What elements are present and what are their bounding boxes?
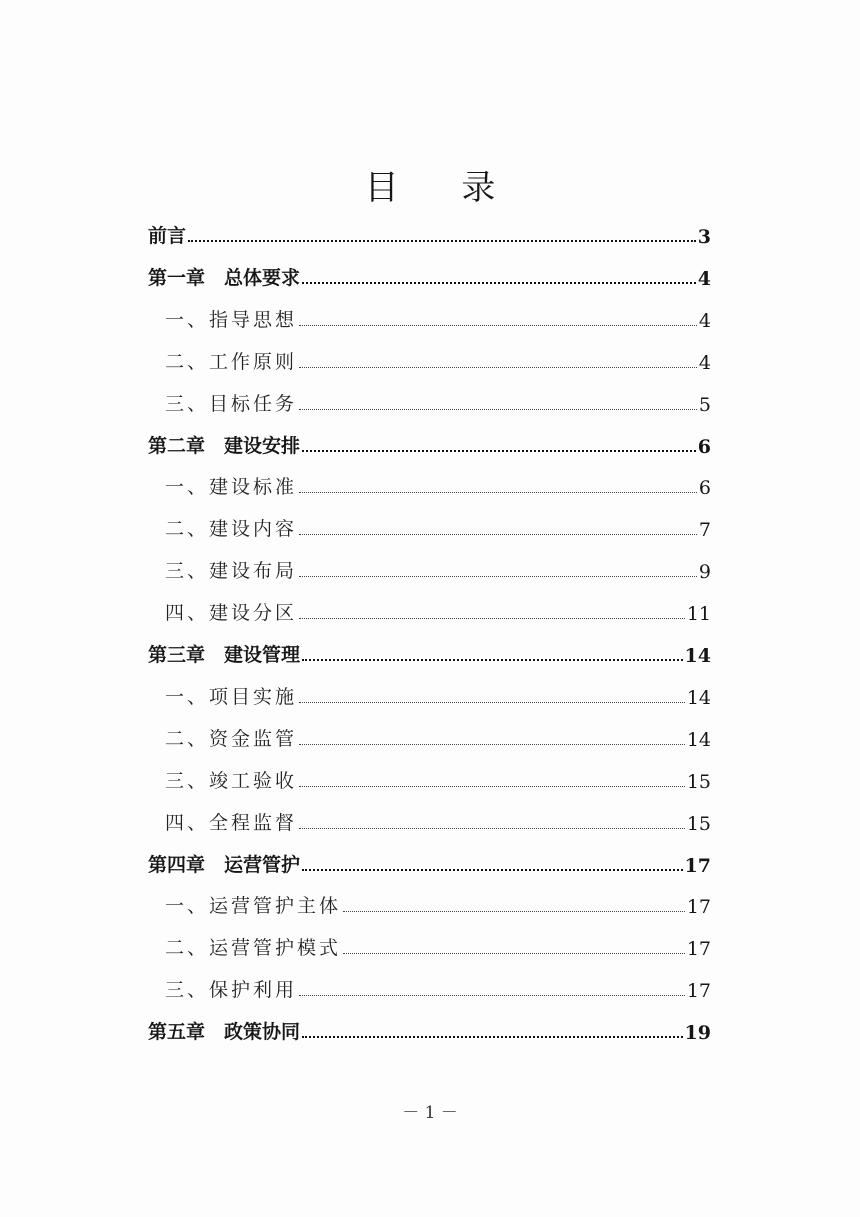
toc-page-number: 14	[684, 645, 711, 667]
toc-leader-dots	[188, 240, 696, 242]
toc-leader-dots	[302, 659, 683, 661]
toc-page-number: 5	[698, 393, 711, 416]
toc-entry-label: 第四章 运营管护	[148, 853, 301, 876]
toc-entry-label: 二、建设内容	[165, 518, 298, 541]
toc-entry-label: 二、资金监管	[165, 727, 298, 750]
toc-leader-dots	[299, 702, 685, 703]
toc-chapter-entry[interactable]	[148, 428, 711, 458]
toc-entry-label: 四、建设分区	[165, 602, 298, 625]
toc-entry-label: 一、运营管护主体	[165, 895, 342, 918]
toc-page-number: 3	[697, 226, 711, 248]
toc-entry-label: 前言	[148, 225, 187, 247]
toc-entry-label: 三、建设布局	[165, 560, 298, 583]
toc-page-number: 19	[684, 1022, 711, 1045]
toc-chapter-entry[interactable]	[148, 847, 711, 877]
toc-entry-label: 二、运营管护模式	[165, 937, 342, 960]
page-number-footer: － 1 －	[402, 1103, 458, 1123]
toc-entry-label: 第一章 总体要求	[148, 266, 301, 289]
toc-entry-label: 三、竣工验收	[165, 769, 298, 792]
page-title: 目 录	[364, 168, 522, 208]
toc-leader-dots	[299, 534, 697, 535]
toc-section-entry[interactable]	[165, 763, 711, 793]
toc-section-entry[interactable]	[165, 386, 711, 416]
toc-page-number: 4	[698, 351, 711, 374]
toc-leader-dots	[299, 492, 697, 493]
toc-page-number: 7	[698, 519, 711, 542]
toc-chapter-entry[interactable]	[148, 637, 711, 667]
toc-entry-label: 第二章 建设安排	[148, 434, 301, 457]
toc-leader-dots	[299, 409, 697, 410]
toc-leader-dots	[299, 325, 697, 326]
toc-section-entry[interactable]	[165, 511, 711, 541]
toc-entry-label: 第五章 政策协同	[148, 1021, 301, 1044]
toc-section-entry[interactable]	[165, 930, 711, 960]
toc-leader-dots	[299, 995, 685, 996]
toc-page-number: 15	[686, 770, 711, 793]
toc-section-entry[interactable]	[165, 553, 711, 583]
toc-entry-label: 四、全程监督	[165, 811, 298, 834]
toc-section-entry[interactable]	[165, 595, 711, 625]
toc-page-number: 6	[698, 477, 711, 500]
toc-chapter-entry[interactable]	[148, 1014, 711, 1044]
toc-page-number: 17	[686, 980, 711, 1003]
toc-page-number: 17	[684, 854, 711, 877]
toc-chapter-entry[interactable]	[148, 218, 711, 248]
toc-page-number: 17	[686, 896, 711, 919]
toc-entry-label: 二、工作原则	[165, 350, 298, 373]
toc-page-number: 9	[698, 561, 711, 584]
toc-section-entry[interactable]	[165, 344, 711, 374]
toc-leader-dots	[299, 744, 685, 745]
toc-leader-dots	[299, 786, 685, 787]
toc-leader-dots	[299, 618, 685, 619]
toc-page-number: 4	[698, 309, 711, 332]
toc-leader-dots	[302, 1036, 683, 1038]
toc-section-entry[interactable]	[165, 302, 711, 332]
toc-entry-label: 一、项目实施	[165, 685, 298, 708]
toc-section-entry[interactable]	[165, 679, 711, 709]
toc-leader-dots	[302, 869, 683, 871]
toc-page-number: 14	[686, 728, 711, 751]
toc-section-entry[interactable]	[165, 469, 711, 499]
toc-leader-dots	[299, 367, 697, 368]
toc-entry-label: 一、建设标准	[165, 476, 298, 499]
toc-leader-dots	[343, 953, 685, 954]
toc-entry-label: 第三章 建设管理	[148, 644, 301, 666]
toc-page-number: 17	[686, 938, 711, 961]
toc-entry-label: 三、目标任务	[165, 392, 298, 415]
toc-page-number: 6	[697, 435, 711, 458]
toc-section-entry[interactable]	[165, 888, 711, 918]
toc-leader-dots	[343, 911, 685, 912]
toc-section-entry[interactable]	[165, 721, 711, 751]
toc-leader-dots	[302, 450, 696, 452]
toc-leader-dots	[302, 282, 696, 284]
toc-page-number: 4	[697, 267, 711, 290]
toc-entry-label: 一、指导思想	[165, 308, 298, 331]
toc-leader-dots	[299, 828, 685, 829]
toc-chapter-entry[interactable]	[148, 260, 711, 290]
toc-section-entry[interactable]	[165, 972, 711, 1002]
toc-page-number: 14	[686, 686, 711, 709]
toc-entry-label: 三、保护利用	[165, 979, 298, 1002]
toc-section-entry[interactable]	[165, 805, 711, 835]
toc-page-number: 15	[686, 812, 711, 835]
toc-leader-dots	[299, 576, 697, 577]
toc-page-number: 11	[686, 603, 711, 626]
